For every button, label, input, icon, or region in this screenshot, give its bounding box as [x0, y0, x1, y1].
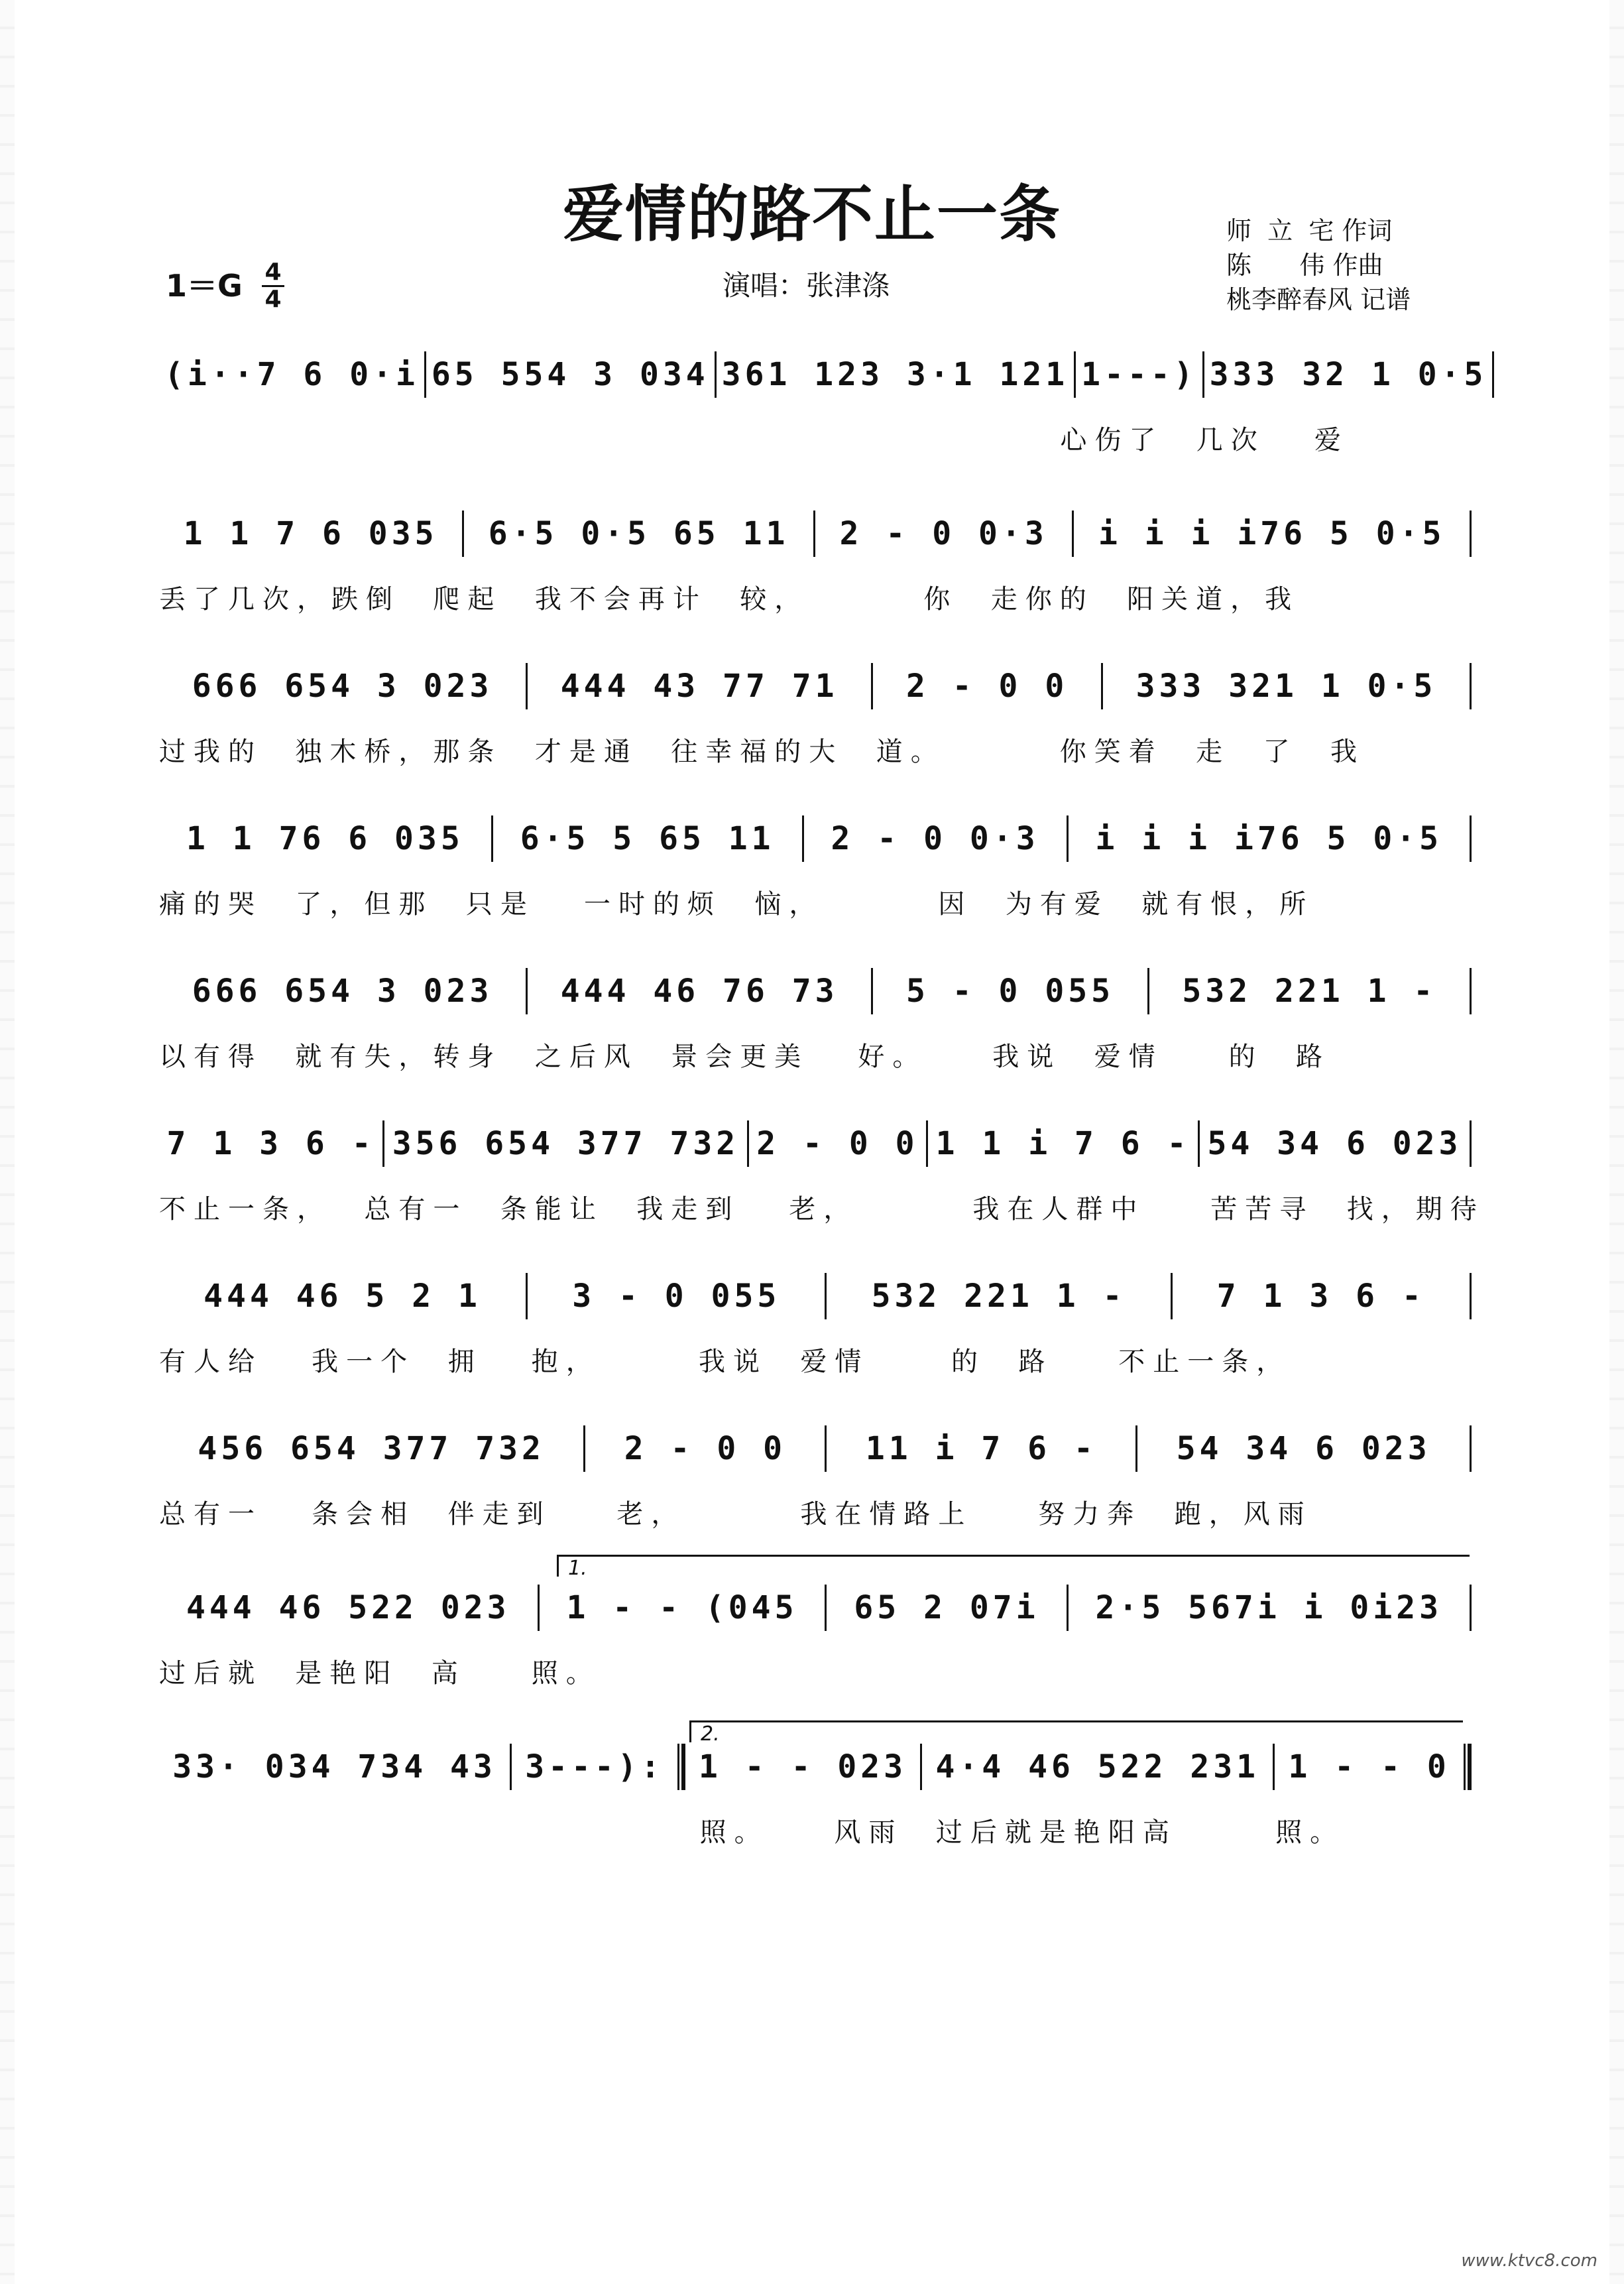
site-watermark: www.ktvc8.com [1461, 2251, 1597, 2271]
score-line [159, 961, 1472, 1073]
measure: 333 321 1 0·5 [1135, 668, 1437, 705]
notation-staff [159, 1114, 1472, 1173]
notation-staff [159, 1737, 1472, 1797]
singer-credit: 演唱：张津涤 [723, 269, 890, 302]
measure: 2 - 0 0 [905, 668, 1069, 705]
measure: 361 123 3·1 121 [721, 356, 1069, 393]
first-ending-label: 1. [568, 1557, 587, 1580]
barline [1470, 968, 1472, 1014]
measure: 6·5 5 65 11 [520, 820, 775, 857]
measure: 1 1 76 6 035 [186, 820, 464, 857]
measure: 54 34 6 023 [1207, 1125, 1462, 1162]
measure: 3---): [525, 1748, 664, 1785]
measure: 1---) [1081, 356, 1197, 393]
lyric-line: 心伤了 几次 爱 [159, 425, 1349, 455]
measure: 1 - - (045 [566, 1589, 798, 1626]
left-border-strip [0, 0, 15, 2284]
barline [1470, 663, 1472, 709]
barline [677, 1744, 685, 1790]
measure: 1 1 i 7 6 - [935, 1125, 1190, 1162]
composer-credit: 陈 伟 作曲 [1226, 251, 1383, 280]
measure: 65 2 07i [854, 1589, 1039, 1626]
score-line [159, 809, 1472, 921]
score-line [159, 656, 1472, 768]
right-border-strip [1609, 0, 1624, 2284]
score-line [159, 345, 1487, 457]
measure: 444 46 5 2 1 [203, 1278, 481, 1315]
time-signature-bottom: 4 [264, 286, 282, 313]
measure: 1 - - 0 [1288, 1748, 1450, 1785]
measure: (i··7 6 0·i [164, 356, 419, 393]
measure: 3 - 0 055 [572, 1278, 781, 1315]
transcriber-credit: 桃李醉春风 记谱 [1226, 285, 1411, 314]
measure: 1 - - 023 [698, 1748, 907, 1785]
notation-staff [159, 961, 1472, 1021]
credits-block [1226, 213, 1411, 317]
score-line [159, 504, 1472, 616]
lyric-line: 不止一条， 总有一 条能让 我走到 老， 我在人群中 苦苦寻 找，期待 [159, 1194, 1485, 1225]
page-title: 爱情的路不止一条 [562, 178, 1061, 250]
measure: 456 654 377 732 [198, 1430, 545, 1467]
measure: 444 46 522 023 [186, 1589, 510, 1626]
measure: 4·4 46 522 231 [935, 1748, 1260, 1785]
lyric-line: 痛的哭 了，但那 只是 一时的烦 恼， 因 为有爱 就有恨，所 [159, 889, 1314, 920]
notation-staff [159, 809, 1472, 869]
score-line [159, 1114, 1485, 1226]
lyric-line: 以有得 就有失，转身 之后风 景会更美 好。 我说 爱情 的 路 [159, 1042, 1331, 1072]
measure: 444 46 76 73 [560, 973, 839, 1010]
measure: 666 654 3 023 [192, 973, 493, 1010]
second-ending-label: 2. [701, 1722, 720, 1746]
measure: 532 221 1 - [871, 1278, 1126, 1315]
measure: 5 - 0 055 [905, 973, 1115, 1010]
score-line [159, 1419, 1472, 1531]
measure: 356 654 377 732 [392, 1125, 740, 1162]
notation-staff [159, 1419, 1472, 1478]
measure: 7 1 3 6 - [1216, 1278, 1425, 1315]
first-ending-bracket [557, 1555, 1470, 1580]
barline [1470, 1120, 1472, 1167]
measure: 2 - 0 0·3 [839, 515, 1048, 552]
measure: 333 32 1 0·5 [1209, 356, 1487, 393]
measure: 65 554 3 034 [431, 356, 709, 393]
measure: i i i i76 5 0·5 [1095, 820, 1443, 857]
measure: 11 i 7 6 - [865, 1430, 1097, 1467]
score-line [159, 1578, 1472, 1690]
barline [1470, 1585, 1472, 1631]
key-signature: 1＝G [166, 268, 243, 304]
barline [1464, 1744, 1472, 1790]
lyric-line: 总有一 条会相 伴走到 老， 我在情路上 努力奔 跑，风雨 [159, 1499, 1312, 1530]
measure: 2 - 0 0 [624, 1430, 787, 1467]
time-signature [262, 260, 284, 312]
notation-staff [159, 1266, 1472, 1326]
measure: 532 221 1 - [1182, 973, 1437, 1010]
measure: 54 34 6 023 [1176, 1430, 1431, 1467]
score-line [159, 1737, 1472, 1849]
barline [1470, 511, 1472, 557]
measure: 2 - 0 0·3 [831, 820, 1039, 857]
measure: 7 1 3 6 - [166, 1125, 375, 1162]
measure: 2·5 567i i 0i23 [1095, 1589, 1443, 1626]
notation-staff [159, 1578, 1472, 1638]
barline [1492, 351, 1494, 398]
measure: i i i i76 5 0·5 [1098, 515, 1446, 552]
lyric-line: 有人给 我一个 拥 抱， 我说 爱情 的 路 不止一条， [159, 1347, 1291, 1377]
measure: 444 43 77 71 [560, 668, 839, 705]
time-signature-top: 4 [264, 259, 282, 286]
notation-staff [159, 345, 1487, 404]
score-line [159, 1266, 1472, 1378]
notation-staff [159, 656, 1472, 716]
measure: 2 - 0 0 [756, 1125, 919, 1162]
measure: 33· 034 734 43 [172, 1748, 496, 1785]
lyric-line: 丢了几次，跌倒 爬起 我不会再计 较， 你 走你的 阳关道，我 [159, 584, 1300, 615]
barline [1470, 1425, 1472, 1472]
lyricist-credit: 师 立 宅 作词 [1226, 216, 1393, 245]
measure: 666 654 3 023 [192, 668, 493, 705]
lyric-line: 过后就 是艳阳 高 照。 [159, 1658, 601, 1689]
lyric-line: 过我的 独木桥，那条 才是通 往幸福的大 道。 你笑着 走 了 我 [159, 737, 1365, 767]
second-ending-bracket [689, 1720, 1463, 1746]
notation-staff [159, 504, 1472, 564]
barline [1470, 1273, 1472, 1319]
measure: 1 1 7 6 035 [183, 515, 438, 552]
barline [1470, 815, 1472, 862]
measure: 6·5 0·5 65 11 [488, 515, 789, 552]
lyric-line: 照。 风雨 过后就是艳阳高 照。 [159, 1817, 1345, 1848]
